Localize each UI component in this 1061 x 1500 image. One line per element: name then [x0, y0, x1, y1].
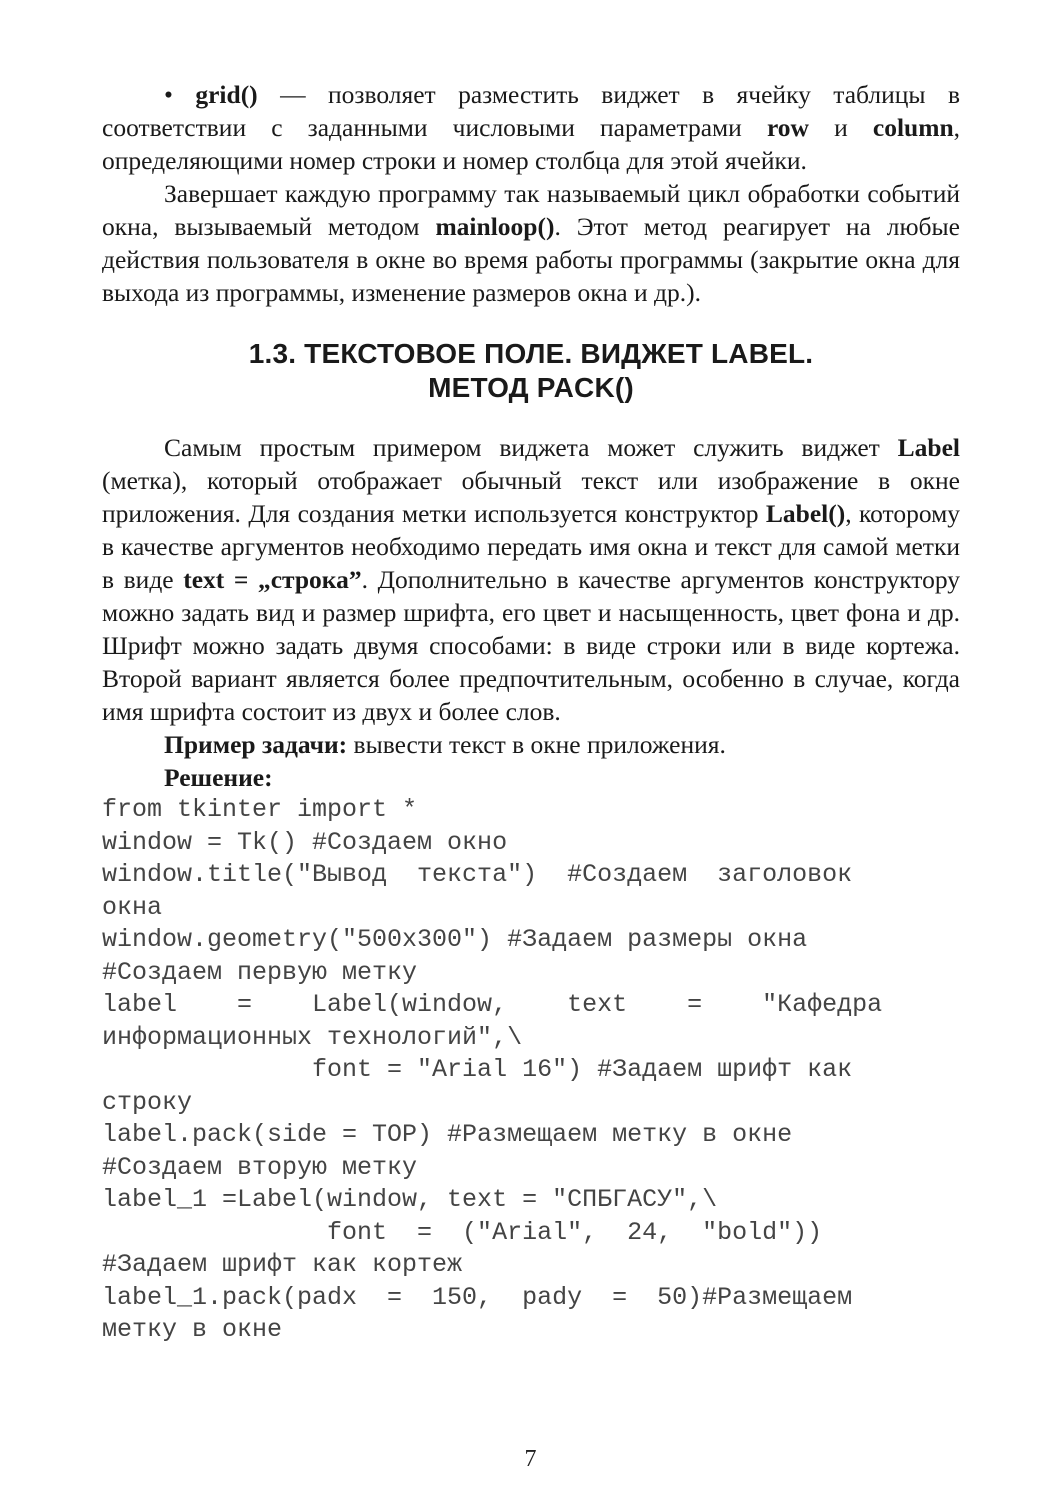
code-line: window.title("Вывод текста") #Создаем заголовок [102, 860, 853, 889]
section-heading-line-2: МЕТОД PACK() [428, 372, 634, 403]
page-number: 7 [524, 1446, 537, 1472]
code-line: label = Label(window, text = "Кафедра [102, 990, 883, 1019]
text-arg-term: text = „строка” [183, 565, 362, 594]
bullet-symbol: • [164, 80, 173, 109]
task-text: вывести текст в окне приложения. [347, 730, 726, 759]
code-line: строку [102, 1087, 193, 1117]
code-line: информационных технологий",\ [102, 1022, 523, 1052]
code-line: label_1.pack(padx = 150, pady = 50)#Размещаем [102, 1282, 853, 1312]
page-body [102, 78, 960, 1347]
code-line: #Создаем вторую метку [102, 1152, 418, 1182]
code-line: метку в окне [102, 1315, 283, 1344]
task-label: Пример задачи: [164, 730, 348, 759]
section-heading [102, 337, 960, 405]
code-line: window.geometry("500x300") #Задаем размеры окна [102, 925, 808, 954]
code-line: window = Tk() #Создаем окно [102, 827, 508, 857]
code-block [102, 794, 960, 1347]
mainloop-paragraph: Завершает каждую программу так называемый цикл обработки событий окна, вызываемый методом mainloop(). Этот метод реагирует на любые действия пользователя в окне во время работы программы (закрытие окна для выхода из программы, изменение размеров окна и др.). [102, 179, 960, 307]
task-line [102, 728, 960, 761]
code-line: label.pack(side = TOP) #Размещаем метку в окне [102, 1120, 793, 1149]
code-line: font = "Arial 16") #Задаем шрифт как [102, 1055, 853, 1084]
code-line: #Задаем шрифт как кортеж [102, 1250, 463, 1279]
label-paragraph: Самым простым примером виджета может служить виджет Label (метка), который отображает обычный текст или изображение в окне приложения. Для создания метки используется конструктор Label(), которому в качестве аргументов необходимо передать имя окна и текст для самой метки в виде text = „строка”. Дополнительно в качестве аргументов конструктору можно задать вид и размер шрифта, его цвет и насыщенность, цвет фона и др. Шрифт можно задать двумя способами: в виде строки или в виде кортежа. Второй вариант является более предпочтительным, особенно в случае, когда имя шрифта состоит из двух и более слов. [102, 433, 961, 726]
code-line: font = ("Arial", 24, "bold")) [102, 1217, 823, 1247]
solution-label: Решение: [164, 763, 273, 792]
bullet-paragraph-grid: • grid() — позволяет разместить виджет в ячейку таблицы в соответствии с заданными числовыми параметрами row и column, определяющими номер строки и номер столбца для этой ячейки. [102, 80, 961, 175]
label-ctor-term: Label() [765, 499, 846, 528]
code-line: label_1 =Label(window, text = "СПБГАСУ",\ [102, 1185, 718, 1214]
mainloop-term: mainloop() [435, 212, 555, 241]
grid-term: grid() [195, 80, 258, 109]
column-term: column [872, 113, 954, 142]
label-term: Label [897, 433, 960, 462]
section-heading-line-1: 1.3. ТЕКСТОВОЕ ПОЛЕ. ВИДЖЕТ LABEL. [248, 338, 814, 369]
solution-line [102, 761, 960, 794]
code-line: from tkinter import * [102, 795, 418, 824]
code-line: окна [102, 892, 163, 922]
row-term: row [766, 113, 809, 142]
code-line: #Создаем первую метку [102, 957, 418, 987]
